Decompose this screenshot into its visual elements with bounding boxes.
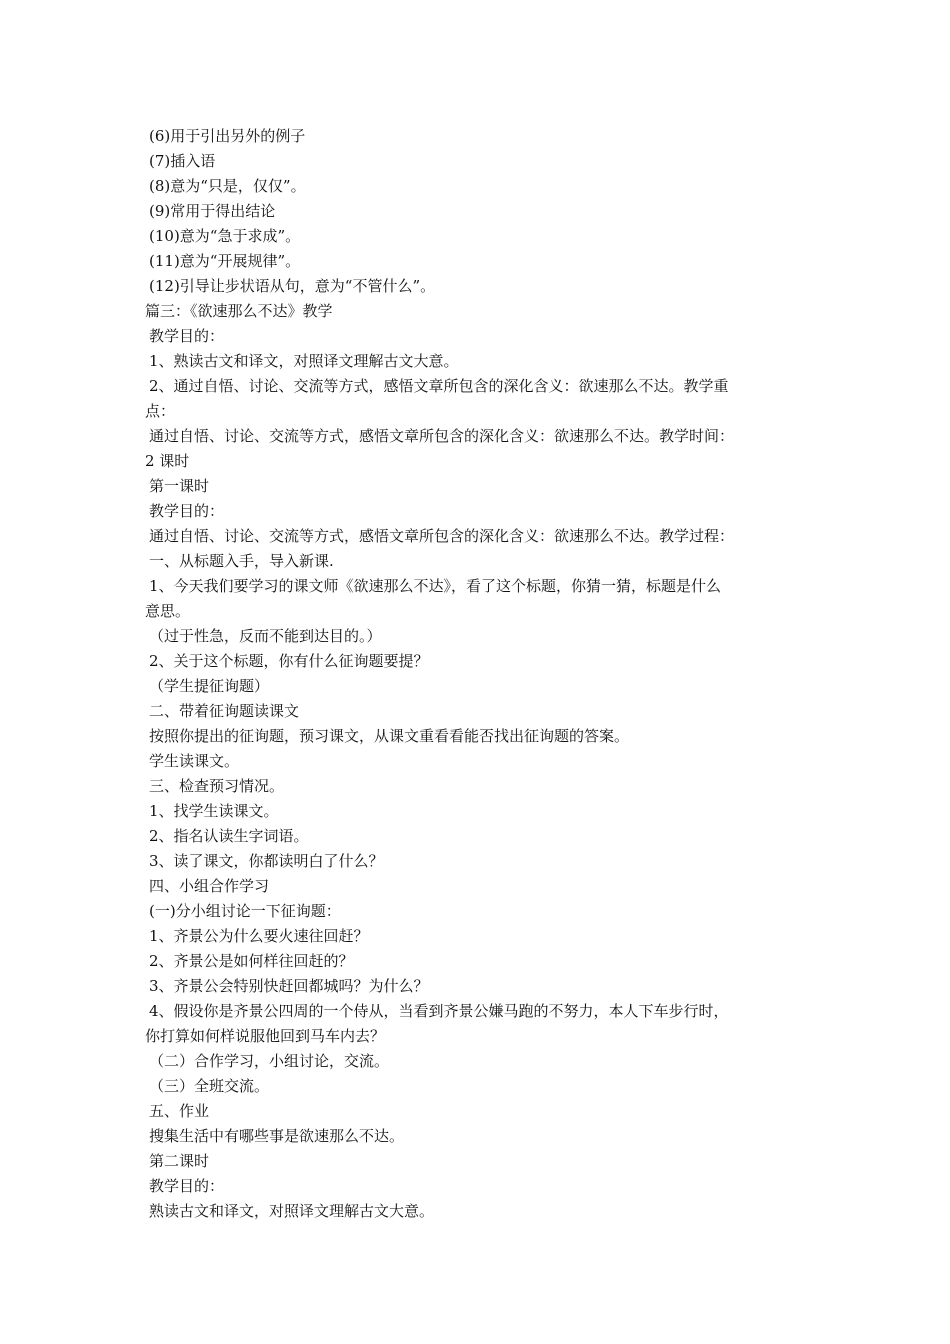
text-line: （过于性急，反而不能到达目的。） <box>149 627 382 645</box>
text-line: 第二课时 <box>149 1152 210 1170</box>
text-line: 1、熟读古文和译文，对照译文理解古文大意。 <box>149 352 459 370</box>
text-line: 意思。 <box>145 602 191 620</box>
text-line: 2、通过自悟、讨论、交流等方式，感悟文章所包含的深化含义：欲速那么不达。教学重 <box>149 377 729 395</box>
text-line: (6)用于引出另外的例子 <box>149 127 306 145</box>
text-line: 1、今天我们要学习的课文师《欲速那么不达》，看了这个标题，你猜一猜，标题是什么 <box>149 577 722 595</box>
text-line: 4、假设你是齐景公四周的一个侍从，当看到齐景公嫌马跑的不努力，本人下车步行时， <box>149 1002 729 1020</box>
text-line: 2、指名认读生字词语。 <box>149 827 309 845</box>
text-line: 一、从标题入手，导入新课. <box>149 552 334 570</box>
text-line: (12)引导让步状语从句，意为“不管什么”。 <box>149 277 436 295</box>
text-line: 熟读古文和译文，对照译文理解古文大意。 <box>149 1202 435 1220</box>
text-line: （学生提征询题） <box>149 677 270 695</box>
text-line: 篇三：《欲速那么不达》教学 <box>145 302 333 320</box>
text-line: 通过自悟、讨论、交流等方式，感悟文章所包含的深化含义：欲速那么不达。教学时间： <box>149 427 735 445</box>
text-line: 教学目的： <box>149 1177 225 1195</box>
text-line: 3、齐景公会特别快赶回都城吗？为什么？ <box>149 977 429 995</box>
text-line: 3、读了课文，你都读明白了什么？ <box>149 852 384 870</box>
text-line: 二、带着征询题读课文 <box>149 702 300 720</box>
text-line: 教学目的： <box>149 502 225 520</box>
text-line: 2、齐景公是如何样往回赶的？ <box>149 952 354 970</box>
text-line: 五、作业 <box>149 1102 210 1120</box>
document-page <box>145 124 815 1224</box>
text-line: 2、关于这个标题，你有什么征询题要提？ <box>149 652 429 670</box>
text-line: (10)意为“急于求成”。 <box>149 227 301 245</box>
text-line: 1、齐景公为什么要火速往回赶？ <box>149 927 369 945</box>
text-line: (8)意为“只是，仅仅”。 <box>149 177 306 195</box>
text-line: 点： <box>145 402 176 420</box>
text-line: 四、小组合作学习 <box>149 877 270 895</box>
text-line: 教学目的： <box>149 327 225 345</box>
text-line: 1、找学生读课文。 <box>149 802 279 820</box>
text-line: (9)常用于得出结论 <box>149 202 276 220</box>
text-line: 按照你提出的征询题，预习课文，从课文重看看能否找出征询题的答案。 <box>149 727 630 745</box>
text-line: 搜集生活中有哪些事是欲速那么不达。 <box>149 1127 405 1145</box>
text-line: 学生读课文。 <box>149 752 240 770</box>
text-line: 2 课时 <box>145 452 190 470</box>
text-line: 你打算如何样说服他回到马车内去？ <box>145 1027 386 1045</box>
text-line: （三）全班交流。 <box>149 1077 270 1095</box>
text-line: （二）合作学习，小组讨论，交流。 <box>149 1052 390 1070</box>
text-line: 第一课时 <box>149 477 210 495</box>
text-line: 三、检查预习情况。 <box>149 777 285 795</box>
text-line: (11)意为“开展规律”。 <box>149 252 301 270</box>
text-line: 通过自悟、讨论、交流等方式，感悟文章所包含的深化含义：欲速那么不达。教学过程： <box>149 527 735 545</box>
text-line: (7)插入语 <box>149 152 216 170</box>
text-line: (一)分小组讨论一下征询题： <box>149 902 341 920</box>
